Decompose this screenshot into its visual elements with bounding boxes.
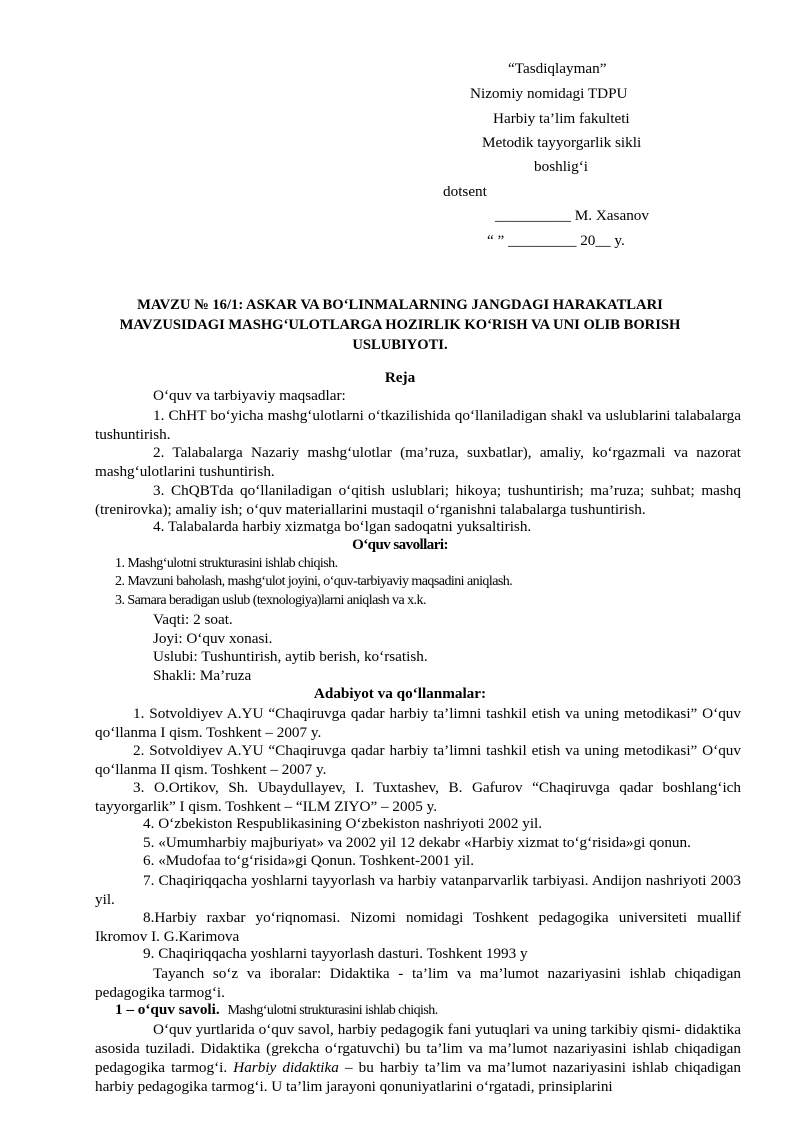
- literature-item: 5. «Umumharbiy majburiyat» va 2002 yil 12 dekabr «Harbiy xizmat to‘g‘risida»gi qonun.: [143, 834, 691, 851]
- plan-goal: 4. Talabalarda harbiy xizmatga bo‘lgan sadoqatni yuksaltirish.: [153, 518, 532, 535]
- approval-cycle: Metodik tayyorgarlik sikli: [482, 134, 642, 151]
- literature-item: 6. «Mudofaa to‘g‘risida»gi Qonun. Toshkent-2001 yil.: [143, 852, 475, 869]
- plan-goal: 2. Talabalarga Nazariy mashg‘ulotlar (ma’ruza, suxbatlar), amaliy, ko‘rgazmali va nazorat mashg‘ulotlarini tushuntirish.: [95, 444, 741, 480]
- literature-item: 2. Sotvoldiyev A.YU “Chaqiruvga qadar harbiy ta’limni tashkil etish va uning metodikasi” O‘quv qo‘llanma II qism. Toshkent – 2007 y.: [95, 742, 741, 778]
- plan-goal: 3. ChQBTda qo‘llaniladigan o‘qitish uslublari; hikoya; tushuntirish; ma’ruza; suhbat; mashq (trenirovka); amaliy ish; o‘quv materiallarini mustaqil o‘rganishni talabalarga tushuntirish.: [95, 482, 741, 518]
- approval-rank: dotsent: [443, 183, 487, 200]
- section-1-paragraph: [95, 1020, 741, 1096]
- approval-signature: __________ M. Xasanov: [495, 207, 649, 224]
- plan-intro: O‘quv va tarbiyaviy maqsadlar:: [153, 387, 346, 404]
- section-1-label: 1 – o‘quv savoli: [115, 1001, 216, 1018]
- question-item: 1. Mashg‘ulotni strukturasini ishlab chiqish.: [115, 556, 338, 571]
- question-item: 3. Samara beradigan uslub (texnologiya)larni aniqlash va x.k.: [115, 593, 426, 608]
- approval-quote: “Tasdiqlayman”: [508, 60, 607, 77]
- section-1-title: Mashg‘ulotni strukturasini ishlab chiqish.: [227, 1003, 438, 1018]
- literature-item: 3. O.Ortikov, Sh. Ubaydullayev, I. Tuxtashev, B. Gafurov “Chaqiruvga qadar boshlang‘ich tayyorgarlik” I qism. Toshkent – “ILM ZIYO” – 2005 y.: [95, 779, 741, 815]
- paragraph-text: O‘quv yurtlarida o‘quv savol, harbiy pedagogik fani yutuqlari va uning tarkibiy qismi- didaktika asosida tuziladi. Didaktika (grekcha o‘rgatuvchi) bu ta’lim va ma’lumot nazariyasini ishlab chiqadigan pedagogika tarmog‘i.: [95, 1021, 741, 1076]
- plan-heading: Reja: [384, 369, 416, 386]
- section-1-label-suffix: .: [215, 1001, 220, 1018]
- literature-item: 7. Chaqiriqqacha yoshlarni tayyorlash va harbiy vatanparvarlik tarbiyasi. Andijon nashriyoti 2003 yil.: [95, 872, 741, 908]
- lesson-time: Vaqti: 2 soat.: [153, 611, 233, 628]
- literature-heading: Adabiyot va qo‘llanmalar:: [313, 685, 487, 702]
- literature-item: 4. O‘zbekiston Respublikasining O‘zbekiston nashriyoti 2002 yil.: [143, 815, 543, 832]
- lesson-place: Joyi: O‘quv xonasi.: [153, 630, 273, 647]
- harbiy-didaktika-term: Harbiy didaktika: [233, 1059, 339, 1076]
- lesson-method: Uslubi: Tushuntirish, aytib berish, ko‘rsatish.: [153, 648, 428, 665]
- approval-date: “ ” _________ 20__ y.: [487, 232, 625, 249]
- approval-faculty: Harbiy ta’lim fakulteti: [493, 110, 630, 127]
- section-1-heading: [115, 1001, 438, 1019]
- literature-item: 1. Sotvoldiyev A.YU “Chaqiruvga qadar harbiy ta’limni tashkil etish va uning metodikasi” O‘quv qo‘llanma I qism. Toshkent – 2007 y.: [95, 705, 741, 741]
- paragraph-text: – bu harbiy ta’lim va ma’lumot nazariyasini ishlab chiqadigan harbiy pedagogika tarmog‘i. U ta’lim jarayoni qonuniyatlarini o‘rgatadi, prinsiplarini: [95, 1059, 742, 1095]
- question-item: 2. Mavzuni baholash, mashg‘ulot joyini, o‘quv-tarbiyaviy maqsadini aniqlash.: [115, 574, 513, 589]
- plan-goal: 1. ChHT bo‘yicha mashg‘ulotlarni o‘tkazilishida qo‘llaniladigan shakl va uslublarini talabalarga tushuntirish.: [95, 407, 741, 443]
- approval-position: boshlig‘i: [534, 158, 589, 175]
- keywords-paragraph: Tayanch so‘z va iboralar: Didaktika - ta’lim va ma’lumot nazariyasini ishlab chiqadigan pedagogika tarmog‘i.: [95, 965, 741, 1001]
- approval-institution: Nizomiy nomidagi TDPU: [470, 85, 628, 102]
- questions-heading: O‘quv savollari:: [352, 537, 448, 553]
- document-title: MAVZU № 16/1: ASKAR VA BO‘LINMALARNING JANGDAGI HARAKATLARI MAVZUSIDAGI MASHG‘ULOTLARGA HOZIRLIK KO‘RISH VA UNI OLIB BORISH USLUBIYOTI.: [119, 297, 681, 353]
- literature-item: 8.Harbiy raxbar yo‘riqnomasi. Nizomi nomidagi Toshkent pedagogika universiteti muallif Ikromov I. G.Karimova: [95, 909, 741, 945]
- lesson-form: Shakli: Ma’ruza: [153, 667, 252, 684]
- literature-item: 9. Chaqiriqqacha yoshlarni tayyorlash dasturi. Toshkent 1993 y: [143, 945, 528, 962]
